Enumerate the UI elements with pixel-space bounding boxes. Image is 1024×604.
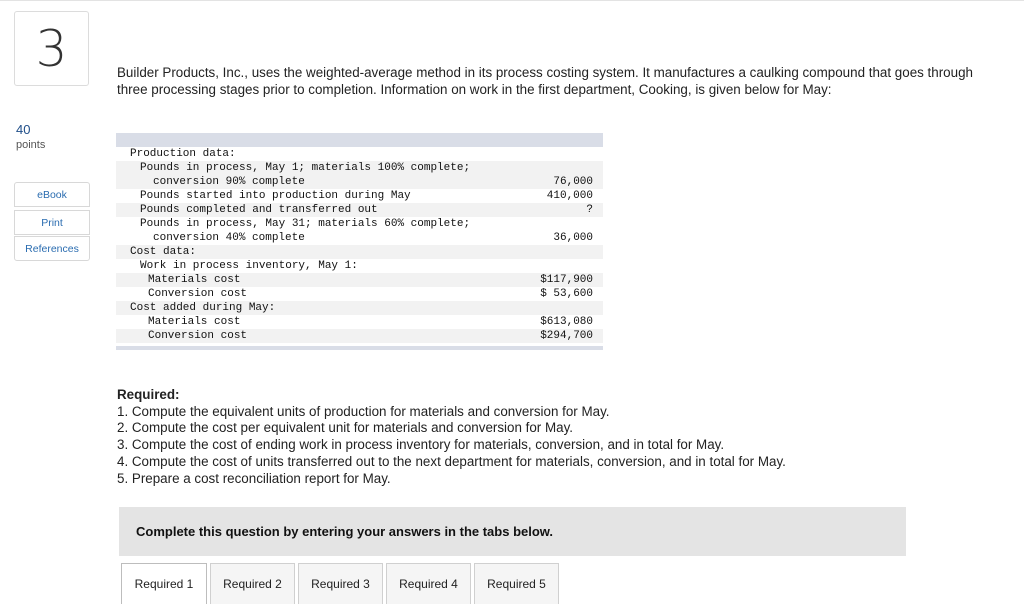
references-button[interactable]: References [14,236,90,261]
row-label: Materials cost [148,316,241,328]
required-item: 3. Compute the cost of ending work in process inventory for materials, conversion, and in total for May. [117,437,725,453]
required-item: 5. Prepare a cost reconciliation report for May. [117,470,391,486]
table-row [116,273,603,287]
row-label: Production data: [130,148,236,160]
row-value: 410,000 [546,190,593,202]
row-label: Cost added during May: [130,302,276,314]
table-row [116,231,603,245]
table-row [116,175,603,189]
table-row [116,189,603,203]
row-value: $117,900 [540,274,593,286]
row-label: Work in process inventory, May 1: [140,260,358,272]
required-item: 1. Compute the equivalent units of production for materials and conversion for May. [117,403,610,419]
table-row [116,329,603,343]
table-row [116,287,603,301]
row-label: Cost data: [130,246,197,258]
row-label: conversion 40% complete [153,232,305,244]
ebook-button[interactable]: eBook [14,182,90,207]
row-value: 76,000 [553,176,593,188]
production-cost-table [116,133,603,351]
row-value: $613,080 [540,316,593,328]
table-row [116,217,603,231]
table-row [116,259,603,273]
required-section [117,387,977,487]
row-label: Conversion cost [148,288,248,300]
row-value: 36,000 [553,232,593,244]
required-heading: Required: [117,387,180,402]
table-row [116,245,603,259]
table-row [116,301,603,315]
required-item: 2. Compute the cost per equivalent unit for materials and conversion for May. [117,420,574,436]
top-divider [0,0,1024,1]
row-label: Conversion cost [148,330,248,342]
instructions-text: Complete this question by entering your answers in the tabs below. [136,524,554,539]
tab-required-1[interactable]: Required 1 [121,563,207,604]
row-label: Pounds completed and transferred out [140,204,378,216]
row-value: $294,700 [540,330,593,342]
tab-required-4[interactable]: Required 4 [386,563,471,604]
tab-required-3[interactable]: Required 3 [298,563,383,604]
table-header-band [116,133,603,147]
tab-required-5[interactable]: Required 5 [474,563,559,604]
row-label: Pounds in process, May 31; materials 60% complete; [140,218,471,230]
table-row [116,203,603,217]
question-number: 3 [14,11,89,86]
table-footer-band [116,346,603,350]
required-item: 4. Compute the cost of units transferred out to the next department for materials, conversion, and in total for May. [117,453,786,469]
points-value: 40 [16,122,31,137]
print-button[interactable]: Print [14,210,90,235]
tab-required-2[interactable]: Required 2 [210,563,295,604]
question-intro: Builder Products, Inc., uses the weighted-average method in its process costing system. It manufactures a caulking compound that goes through three processing stages prior to completion. Information on work in the first department, Cooking, is given below for May: [117,65,973,97]
row-value: ? [586,204,593,216]
points-label: points [16,139,46,151]
row-value: $ 53,600 [540,288,593,300]
instructions-banner [119,507,906,556]
table-row [116,147,603,161]
row-label: conversion 90% complete [153,176,305,188]
row-label: Pounds started into production during May [140,190,411,202]
row-label: Pounds in process, May 1; materials 100% complete; [140,162,471,174]
table-row [116,161,603,175]
row-label: Materials cost [148,274,241,286]
table-row [116,315,603,329]
